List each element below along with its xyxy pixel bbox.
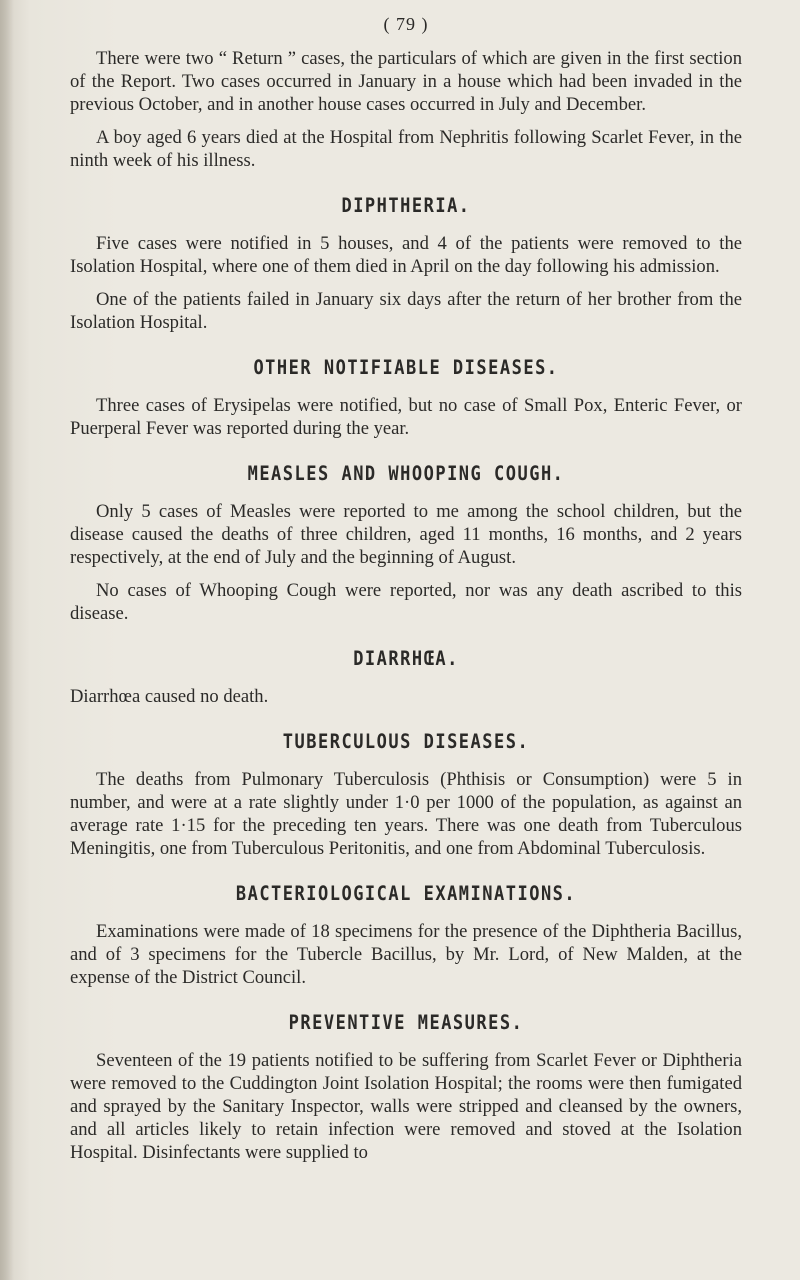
heading-bacteriological-examinations: BACTERIOLOGICAL EXAMINATIONS. <box>235 882 577 906</box>
paragraph-diarrhoea: Diarrhœa caused no death. <box>70 686 269 707</box>
binding-shadow <box>0 0 14 1280</box>
heading-preventive-measures: PREVENTIVE MEASURES. <box>288 1011 524 1035</box>
heading-measles-whooping-cough: MEASLES AND WHOOPING COUGH. <box>247 462 565 486</box>
heading-tuberculous-diseases: TUBERCULOUS DISEASES. <box>282 730 530 754</box>
paragraph-preventive: Seventeen of the 19 patients notified to be suffering from Scarlet Fever or Diphtheria were removed to the Cuddington Joint Isolation Hospital; the rooms were then fumigated and sprayed by the Sanitary Inspector, walls were stripped and cleansed by the owners, and all articles likely to retain infection were removed and stoved at the Isolation Hospital. Disinfectants were supplied to <box>70 1050 742 1163</box>
heading-other-notifiable-diseases: OTHER NOTIFIABLE DISEASES. <box>253 356 559 380</box>
paragraph-diphtheria-return: One of the patients failed in January six days after the return of her brother from the Isolation Hospital. <box>70 289 742 333</box>
paragraph-nephritis-death: A boy aged 6 years died at the Hospital from Nephritis following Scarlet Fever, in the ninth week of his illness. <box>70 127 742 171</box>
paragraph-erysipelas: Three cases of Erysipelas were notified, but no case of Small Pox, Enteric Fever, or Puerperal Fever was reported during the year. <box>70 395 742 439</box>
paragraph-whooping-cough: No cases of Whooping Cough were reported, nor was any death ascribed to this disease. <box>70 580 742 624</box>
heading-diarrhoea: DIARRHŒA. <box>353 647 459 671</box>
page-content <box>70 14 742 1174</box>
paragraph-diphtheria-cases: Five cases were notified in 5 houses, and 4 of the patients were removed to the Isolation Hospital, where one of them died in April on the day following his admission. <box>70 233 742 277</box>
page-number: ( 79 ) <box>383 14 429 34</box>
heading-diphtheria: DIPHTHERIA. <box>341 194 471 218</box>
paragraph-return-cases: There were two “ Return ” cases, the particulars of which are given in the first section of the Report. Two cases occurred in January in a house which had been invaded in the previous October, and in another house cases occurred in July and December. <box>70 48 742 115</box>
paragraph-bacteriological: Examinations were made of 18 specimens for the presence of the Diphtheria Bacillus, and of 3 specimens for the Tubercle Bacillus, by Mr. Lord, of New Malden, at the expense of the District Council. <box>70 921 742 988</box>
paragraph-tuberculosis: The deaths from Pulmonary Tuberculosis (Phthisis or Consumption) were 5 in number, and were at a rate slightly under 1·0 per 1000 of the population, as against an average rate 1·15 for the preceding ten years. There was one death from Tuberculous Meningitis, one from Tuberculous Peritonitis, and one from Abdominal Tuberculosis. <box>70 769 742 859</box>
paragraph-measles: Only 5 cases of Measles were reported to me among the school children, but the disease caused the deaths of three children, aged 11 months, 16 months, and 2 years respectively, at the end of July and the beginning of August. <box>70 501 742 568</box>
